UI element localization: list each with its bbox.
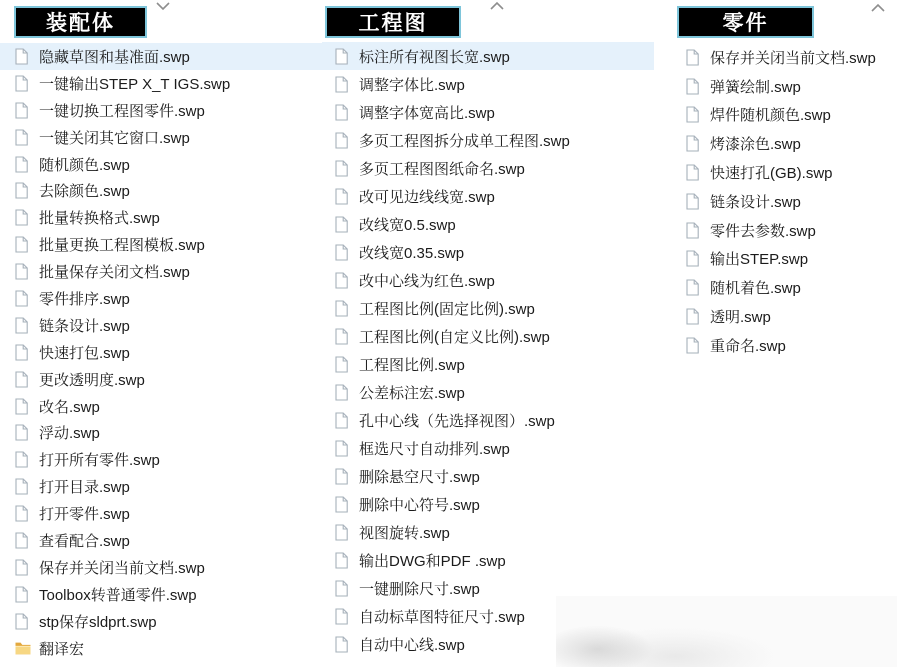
list-item[interactable] [0, 151, 324, 178]
file-list-drawing [322, 42, 654, 658]
list-item[interactable] [0, 446, 324, 473]
list-item-label: 删除悬空尺寸.swp [359, 468, 480, 486]
file-icon [335, 159, 352, 177]
list-item[interactable] [0, 285, 324, 312]
list-item-label: 批量转换格式.swp [39, 210, 160, 228]
list-item[interactable] [672, 273, 897, 302]
file-icon [15, 370, 32, 388]
list-item[interactable] [0, 339, 324, 366]
list-item-label: 打开目录.swp [39, 479, 130, 497]
list-item[interactable] [0, 258, 324, 285]
file-icon [686, 48, 703, 66]
list-item[interactable] [0, 527, 324, 554]
file-icon [335, 187, 352, 205]
file-icon [15, 424, 32, 442]
list-item[interactable] [322, 518, 654, 546]
list-item-label: 一键输出STEP X_T IGS.swp [39, 75, 231, 93]
list-item-label: 一键关闭其它窗口.swp [39, 129, 190, 147]
list-item-label: 打开所有零件.swp [39, 452, 160, 470]
list-item[interactable] [322, 630, 654, 658]
list-item[interactable] [0, 366, 324, 393]
file-icon [335, 355, 352, 373]
file-icon [335, 635, 352, 653]
list-item-label: 烤漆涂色.swp [710, 136, 801, 154]
list-item[interactable] [322, 406, 654, 434]
file-icon [335, 383, 352, 401]
list-item-label: 保存并关闭当前文档.swp [39, 559, 205, 577]
file-list-assembly [0, 43, 324, 661]
list-item[interactable] [0, 124, 324, 151]
file-icon [15, 397, 32, 415]
file-icon [335, 467, 352, 485]
list-item-label: 自动标草图特征尺寸.swp [359, 608, 525, 626]
list-item-label: Toolbox转普通零件.swp [39, 586, 197, 604]
list-item[interactable] [0, 500, 324, 527]
list-item[interactable] [322, 490, 654, 518]
file-icon [15, 74, 32, 92]
list-item[interactable] [322, 322, 654, 350]
list-item[interactable] [322, 42, 654, 70]
file-icon [15, 478, 32, 496]
list-item[interactable] [322, 238, 654, 266]
list-item[interactable] [0, 231, 324, 258]
file-icon [335, 579, 352, 597]
file-icon [335, 327, 352, 345]
list-item-label: 随机颜色.swp [39, 156, 130, 174]
file-icon [686, 106, 703, 124]
file-icon [335, 411, 352, 429]
list-item[interactable] [322, 98, 654, 126]
list-item-label: 随机着色.swp [710, 280, 801, 298]
file-icon [15, 451, 32, 469]
file-icon [335, 523, 352, 541]
list-item[interactable] [322, 70, 654, 98]
list-item-label: 工程图比例.swp [359, 356, 465, 374]
list-item[interactable] [672, 187, 897, 216]
file-icon [686, 308, 703, 326]
list-item[interactable] [322, 462, 654, 490]
list-item-label: 改名.swp [39, 398, 100, 416]
list-item-label: 浮动.swp [39, 425, 100, 443]
list-item[interactable] [672, 101, 897, 130]
file-icon [15, 209, 32, 227]
chevron-down-icon[interactable] [155, 1, 171, 11]
list-item-label: 更改透明度.swp [39, 371, 145, 389]
list-item[interactable] [0, 635, 324, 662]
list-item-label: 工程图比例(自定义比例).swp [359, 328, 550, 346]
list-item[interactable] [322, 266, 654, 294]
list-item-label: 链条设计.swp [710, 193, 801, 211]
file-icon [15, 236, 32, 254]
list-item-label: 调整字体比.swp [359, 76, 465, 94]
list-item-label: 一键切换工程图零件.swp [39, 102, 205, 120]
group-header-drawing[interactable]: 工程图 [325, 6, 461, 38]
chevron-up-icon[interactable] [870, 3, 886, 13]
file-icon [335, 607, 352, 625]
list-item-label: 隐藏草图和基准面.swp [39, 48, 190, 66]
file-icon [335, 439, 352, 457]
list-item-label: 改可见边线线宽.swp [359, 188, 495, 206]
list-item[interactable] [322, 350, 654, 378]
list-item[interactable] [0, 581, 324, 608]
file-icon [15, 263, 32, 281]
list-item-label: 去除颜色.swp [39, 183, 130, 201]
list-item[interactable] [0, 419, 324, 446]
file-icon [686, 77, 703, 95]
file-icon [335, 215, 352, 233]
file-icon [15, 558, 32, 576]
list-item[interactable] [322, 546, 654, 574]
list-item[interactable] [0, 177, 324, 204]
file-icon [15, 612, 32, 630]
list-item[interactable] [0, 393, 324, 420]
list-item[interactable] [672, 43, 897, 72]
list-item[interactable] [672, 331, 897, 360]
file-icon [15, 585, 32, 603]
file-icon [335, 103, 352, 121]
file-icon [15, 531, 32, 549]
list-item-label: 一键删除尺寸.swp [359, 580, 480, 598]
list-item[interactable] [322, 602, 654, 630]
file-icon [15, 316, 32, 334]
list-item[interactable] [322, 434, 654, 462]
list-item-label: 删除中心符号.swp [359, 496, 480, 514]
list-item[interactable] [672, 158, 897, 187]
list-item[interactable] [0, 312, 324, 339]
list-item-label: 翻译宏 [39, 640, 85, 658]
list-item-label: 调整字体宽高比.swp [359, 104, 495, 122]
list-item[interactable] [672, 302, 897, 331]
list-item-label: 多页工程图图纸命名.swp [359, 160, 525, 178]
file-icon [15, 182, 32, 200]
list-item-label: 透明.swp [710, 309, 771, 327]
list-item-label: 链条设计.swp [39, 317, 130, 335]
folder-icon [15, 639, 32, 657]
file-icon [686, 221, 703, 239]
list-item-label: 工程图比例(固定比例).swp [359, 300, 535, 318]
list-item-label: 零件去参数.swp [710, 222, 816, 240]
list-item-label: 自动中心线.swp [359, 636, 465, 654]
file-list-part [672, 43, 897, 360]
file-icon [686, 336, 703, 354]
list-item[interactable] [0, 608, 324, 635]
file-icon [686, 250, 703, 268]
list-item-label: 框选尺寸自动排列.swp [359, 440, 510, 458]
list-item[interactable] [0, 97, 324, 124]
list-item-label: 改线宽0.35.swp [359, 244, 465, 262]
list-item-label: 批量保存关闭文档.swp [39, 264, 190, 282]
file-icon [335, 243, 352, 261]
file-icon [15, 289, 32, 307]
list-item-label: 打开零件.swp [39, 506, 130, 524]
list-item-label: 改线宽0.5.swp [359, 216, 456, 234]
file-icon [15, 343, 32, 361]
list-item-label: 孔中心线（先选择视图）.swp [359, 412, 555, 430]
list-item-label: 快速打包.swp [39, 344, 130, 362]
list-item[interactable] [672, 72, 897, 101]
list-item-label: 弹簧绘制.swp [710, 78, 801, 96]
list-item-label: 快速打孔(GB).swp [710, 165, 833, 183]
list-item-label: 多页工程图拆分成单工程图.swp [359, 132, 570, 150]
file-icon [335, 271, 352, 289]
list-item[interactable] [0, 473, 324, 500]
list-item[interactable] [0, 204, 324, 231]
list-item-label: stp保存sldprt.swp [39, 613, 157, 631]
list-item[interactable] [0, 554, 324, 581]
file-icon [686, 164, 703, 182]
file-icon [335, 47, 352, 65]
group-header-part[interactable]: 零件 [677, 6, 814, 38]
group-header-assembly[interactable]: 装配体 [14, 6, 147, 38]
list-item[interactable] [672, 245, 897, 274]
list-item[interactable] [322, 182, 654, 210]
file-icon [15, 47, 32, 65]
list-item-label: 输出DWG和PDF .swp [359, 552, 506, 570]
file-icon [335, 495, 352, 513]
file-icon [15, 155, 32, 173]
file-icon [15, 101, 32, 119]
file-icon [686, 135, 703, 153]
file-icon [335, 75, 352, 93]
file-icon [15, 128, 32, 146]
list-item[interactable] [322, 210, 654, 238]
list-item-label: 查看配合.swp [39, 532, 130, 550]
list-item-label: 改中心线为红色.swp [359, 272, 495, 290]
list-item-label: 标注所有视图长宽.swp [359, 48, 510, 66]
list-item[interactable] [322, 378, 654, 406]
file-icon [15, 505, 32, 523]
list-item-label: 输出STEP.swp [710, 251, 809, 269]
file-icon [335, 131, 352, 149]
list-item[interactable] [672, 216, 897, 245]
list-item[interactable] [672, 129, 897, 158]
file-icon [686, 192, 703, 210]
list-item[interactable] [322, 574, 654, 602]
list-item-label: 公差标注宏.swp [359, 384, 465, 402]
list-item[interactable] [0, 70, 324, 97]
list-item[interactable] [322, 294, 654, 322]
chevron-up-icon[interactable] [489, 1, 505, 11]
list-item-label: 重命名.swp [710, 337, 786, 355]
list-item-label: 批量更换工程图模板.swp [39, 237, 205, 255]
list-item-label: 焊件随机颜色.swp [710, 107, 831, 125]
file-icon [335, 551, 352, 569]
list-item-label: 视图旋转.swp [359, 524, 450, 542]
list-item[interactable] [322, 154, 654, 182]
file-icon [335, 299, 352, 317]
list-item-label: 零件排序.swp [39, 290, 130, 308]
list-item[interactable] [322, 126, 654, 154]
list-item-label: 保存并关闭当前文档.swp [710, 49, 876, 67]
file-icon [686, 279, 703, 297]
list-item[interactable] [0, 43, 324, 70]
